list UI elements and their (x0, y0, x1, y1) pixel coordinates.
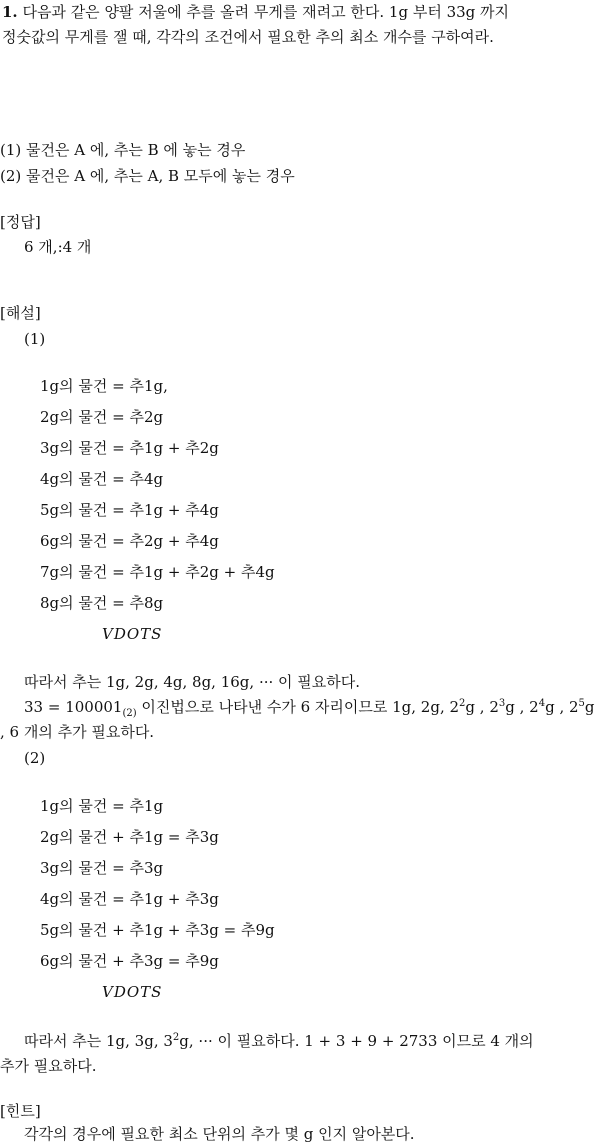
part2-line: 5g의 물건 + 추1g + 추3g = 추9g (40, 921, 275, 939)
problem-line-2: 정숫값의 무게를 잴 때, 각각의 조건에서 필요한 추의 최소 개수를 구하여라. (2, 28, 494, 46)
part2-line: 2g의 물건 + 추1g = 추3g (40, 828, 219, 846)
part1-line: 1g의 물건 = 추1g, (40, 377, 168, 395)
part1-line: 5g의 물건 = 추1g + 추4g (40, 501, 219, 519)
part2-line: 6g의 물건 + 추3g = 추9g (40, 952, 219, 970)
part1-binary-line (24, 697, 595, 717)
exp-3: 3 (498, 698, 506, 709)
problem-number: 1. (2, 3, 18, 21)
part1-line: 8g의 물건 = 추8g (40, 594, 164, 612)
part2-label: (2) (24, 749, 46, 767)
part1-line: 4g의 물건 = 추4g (40, 470, 164, 488)
part2-concl-text: 따라서 추는 1g, 3g, 3 (24, 1032, 173, 1050)
binary-sep: g , 2 (505, 698, 539, 716)
binary-text: 이진법으로 나타낸 수가 6 자리이므로 1g, 2g, 2 (136, 698, 460, 716)
answer-text: 6 개,:4 개 (24, 238, 92, 256)
hint-heading: [힌트] (0, 1102, 41, 1120)
explanation-heading: [해설] (0, 304, 41, 322)
part2-conclusion (24, 1031, 534, 1051)
part2-vdots: VDOTS (102, 983, 163, 1001)
binary-equation: 33 = 100001 (24, 698, 123, 716)
part2-concl-text: g, ··· 이 필요하다. 1 + 3 + 9 + 2733 이므로 4 개의 (179, 1032, 534, 1050)
part1-label: (1) (24, 330, 46, 348)
binary-sep: g , 2 (465, 698, 499, 716)
part1-line: 3g의 물건 = 추1g + 추2g (40, 439, 219, 457)
problem-line-1 (2, 2, 509, 22)
part1-line: 7g의 물건 = 추1g + 추2g + 추4g (40, 563, 275, 581)
exp-4: 4 (538, 698, 546, 709)
exp-5: 5 (578, 698, 585, 709)
part1-binary-wrap: , 6 개의 추가 필요하다. (0, 723, 155, 741)
hint-text: 각각의 경우에 필요한 최소 단위의 추가 몇 g 인지 알아본다. (24, 1125, 415, 1143)
part2-line: 4g의 물건 = 추1g + 추3g (40, 890, 219, 908)
condition-2: (2) 물건은 A 에, 추는 A, B 모두에 놓는 경우 (0, 167, 295, 185)
part1-line: 6g의 물건 = 추2g + 추4g (40, 532, 219, 550)
part1-line: 2g의 물건 = 추2g (40, 408, 164, 426)
part1-vdots: VDOTS (102, 625, 163, 643)
answer-heading: [정답] (0, 213, 41, 231)
problem-text-1: 다음과 같은 양팔 저울에 추를 올려 무게를 재려고 한다. 1g 부터 33g 까지 (22, 3, 510, 21)
part2-line: 1g의 물건 = 추1g (40, 797, 164, 815)
exp-2: 2 (459, 698, 466, 709)
binary-sep: g , 2 (545, 698, 579, 716)
binary-end: g (584, 698, 595, 716)
part1-conclusion: 따라서 추는 1g, 2g, 4g, 8g, 16g, ··· 이 필요하다. (24, 673, 360, 691)
exp-2b: 2 (172, 1032, 180, 1043)
condition-1: (1) 물건은 A 에, 추는 B 에 놓는 경우 (0, 141, 246, 159)
part2-conclusion-wrap: 추가 필요하다. (0, 1057, 97, 1075)
binary-base: (2) (122, 708, 137, 719)
part2-line: 3g의 물건 = 추3g (40, 859, 164, 877)
